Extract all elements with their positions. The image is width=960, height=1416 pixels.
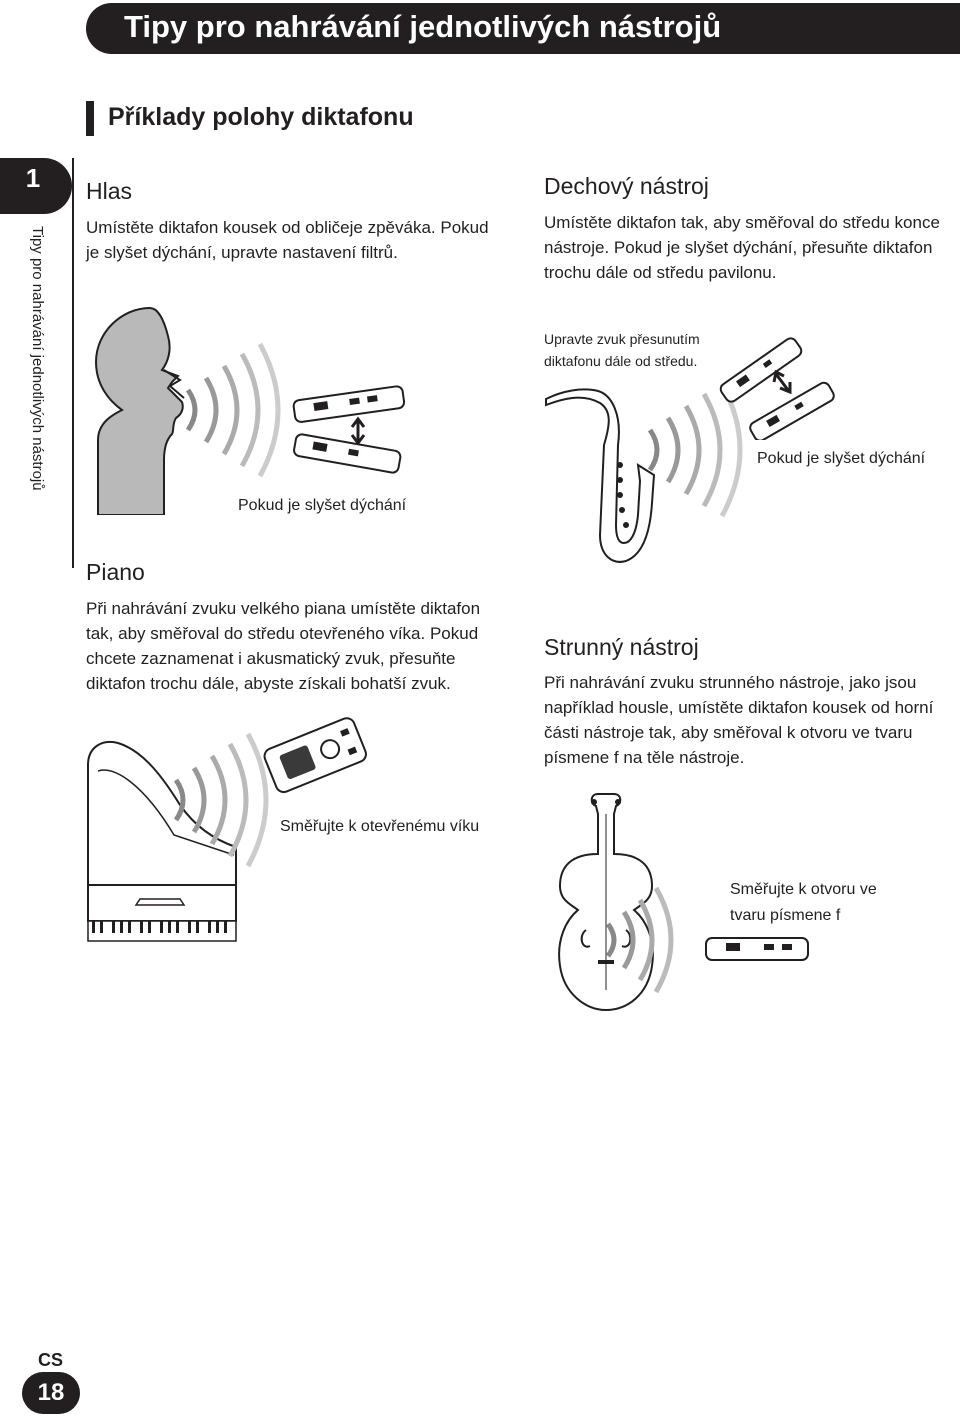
dechovy-note: Upravte zvuk přesunutím diktafonu dále od středu. — [544, 331, 700, 369]
strunny-heading: Strunný nástroj — [544, 634, 699, 660]
dechovy-heading: Dechový nástroj — [544, 173, 709, 199]
piano-caption: Směřujte k otevřenému víku — [280, 818, 480, 835]
recorder-icon — [290, 385, 410, 480]
hlas-heading: Hlas — [86, 178, 133, 204]
chapter-number: 1 — [25, 163, 41, 193]
strunny-caption: Směřujte k otvoru ve tvaru písmene f — [730, 881, 877, 924]
hlas-text: Umístěte diktafon kousek od obličeje zpěváka. Pokud je slyšet dýchání, upravte nastavení filtrů. — [86, 218, 489, 262]
chapter-label: Tipy pro nahrávání jednotlivých nástrojů — [29, 226, 46, 491]
section-marker — [86, 101, 94, 136]
language-code: CS — [38, 1350, 64, 1370]
dechovy-caption: Pokud je slyšet dýchání — [757, 450, 926, 467]
piano-heading: Piano — [86, 559, 145, 585]
page-number: 18 — [22, 1372, 80, 1414]
chapter-divider — [72, 158, 74, 568]
piano-text: Při nahrávání zvuku velkého piana umístěte diktafon tak, aby směřoval do středu otevřeného víka. Pokud chcete zaznamenat i akusmatický zvuk, přesuňte diktafon trochu dále, abyste získali bohatší zvuk. — [86, 599, 481, 693]
sound-waves-icon — [600, 880, 690, 1000]
recorder-icon — [260, 712, 372, 802]
recorder-icon — [704, 932, 810, 966]
dechovy-text: Umístěte diktafon tak, aby směřoval do středu konce nástroje. Pokud je slyšet dýchání, přesuňte diktafon trochu dále od středu pavilonu. — [544, 213, 940, 282]
hlas-caption: Pokud je slyšet dýchání — [238, 497, 407, 514]
section-title: Příklady polohy diktafonu — [108, 103, 414, 131]
strunny-text: Při nahrávání zvuku strunného nástroje, jako jsou například housle, umístěte diktafon kousek od horní části nástroje tak, aby směřoval k otvoru ve tvaru písmene f na těle nástroje. — [544, 673, 934, 767]
page-title: Tipy pro nahrávání jednotlivých nástrojů — [124, 9, 722, 44]
recorder-icon — [716, 330, 836, 440]
sound-waves-icon — [178, 340, 288, 480]
